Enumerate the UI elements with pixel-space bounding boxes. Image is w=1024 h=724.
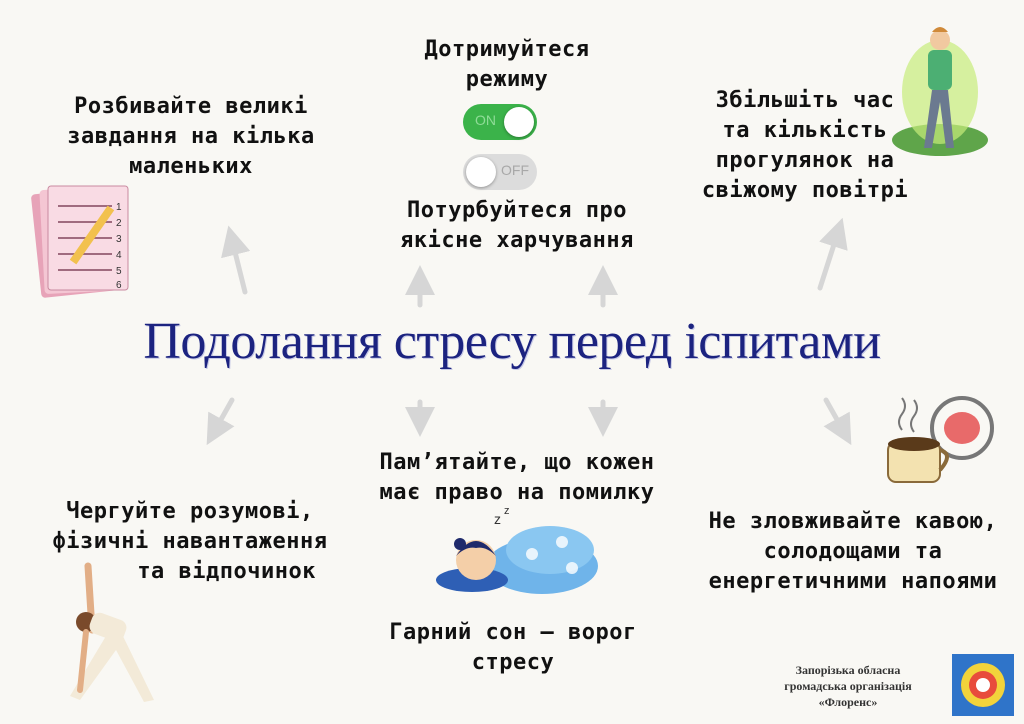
tip-line: Потурбуйтеся про — [407, 198, 627, 223]
tip-line: Збільшіть час — [715, 88, 895, 113]
tip-line: енергетичними напоями — [708, 569, 998, 594]
org-line: громадська організація — [784, 679, 912, 693]
svg-text:1: 1 — [116, 202, 122, 213]
tip-line: Гарний сон – ворог — [389, 620, 637, 645]
tip-sleep — [378, 618, 648, 678]
tip-line: Не зловживайте кавою, — [708, 509, 998, 534]
tip-line: Чергуйте розумові, — [66, 499, 314, 524]
tip-coffee — [690, 507, 1016, 597]
sleeping-girl-illustration — [432, 498, 602, 600]
tip-line: Дотримуйтеся — [424, 37, 590, 62]
tip-walks — [690, 86, 920, 206]
svg-text:z: z — [494, 511, 501, 527]
toggle-knob — [466, 157, 496, 187]
org-line: Запорізька обласна — [795, 663, 901, 677]
notebook-illustration — [28, 182, 140, 302]
tip-line: режиму — [465, 67, 549, 92]
tip-line: свіжому повітрі — [701, 178, 909, 203]
tip-split-tasks — [62, 92, 320, 182]
arrow-up-left-icon — [232, 240, 245, 292]
tip-line: Пам’ятайте, що кожен — [379, 450, 655, 475]
walking-man-illustration — [890, 22, 990, 160]
svg-text:4: 4 — [116, 250, 122, 261]
tip-line: маленьких — [129, 154, 253, 179]
tip-line: та відпочинок — [137, 559, 316, 584]
tip-line: та кількість — [722, 118, 888, 143]
arrow-down-left-icon — [214, 400, 232, 432]
arrow-down-right-icon — [826, 400, 844, 432]
organization-logo — [952, 654, 1014, 716]
page-title: Подолання стресу перед іспитами — [143, 313, 881, 370]
arrow-up-right-icon — [820, 232, 838, 288]
tip-line: має право на помилку — [379, 480, 655, 505]
toggle-off — [463, 154, 537, 190]
toggle-knob — [504, 107, 534, 137]
toggle-on — [463, 104, 537, 140]
svg-text:2: 2 — [116, 218, 122, 229]
toggle-off-label: OFF — [501, 162, 529, 178]
coffee-brain-illustration — [880, 392, 1002, 492]
tip-line: фізичні навантаження — [52, 529, 328, 554]
tip-routine — [392, 35, 622, 95]
svg-text:6: 6 — [116, 280, 122, 291]
tip-line: завдання на кілька — [67, 124, 315, 149]
yoga-woman-illustration — [50, 560, 168, 710]
tip-nutrition — [382, 196, 652, 256]
tip-line: прогулянок на — [715, 148, 895, 173]
svg-text:5: 5 — [116, 266, 122, 277]
tip-line: Розбивайте великі — [74, 94, 308, 119]
tip-line: солодощами та — [763, 539, 943, 564]
organization-credit — [758, 662, 938, 710]
org-line: «Флоренс» — [818, 695, 878, 709]
svg-text:z: z — [504, 505, 510, 517]
tip-line: стресу — [471, 650, 555, 675]
svg-text:3: 3 — [116, 234, 122, 245]
toggle-on-label: ON — [475, 112, 496, 128]
tip-line: якісне харчування — [400, 228, 634, 253]
